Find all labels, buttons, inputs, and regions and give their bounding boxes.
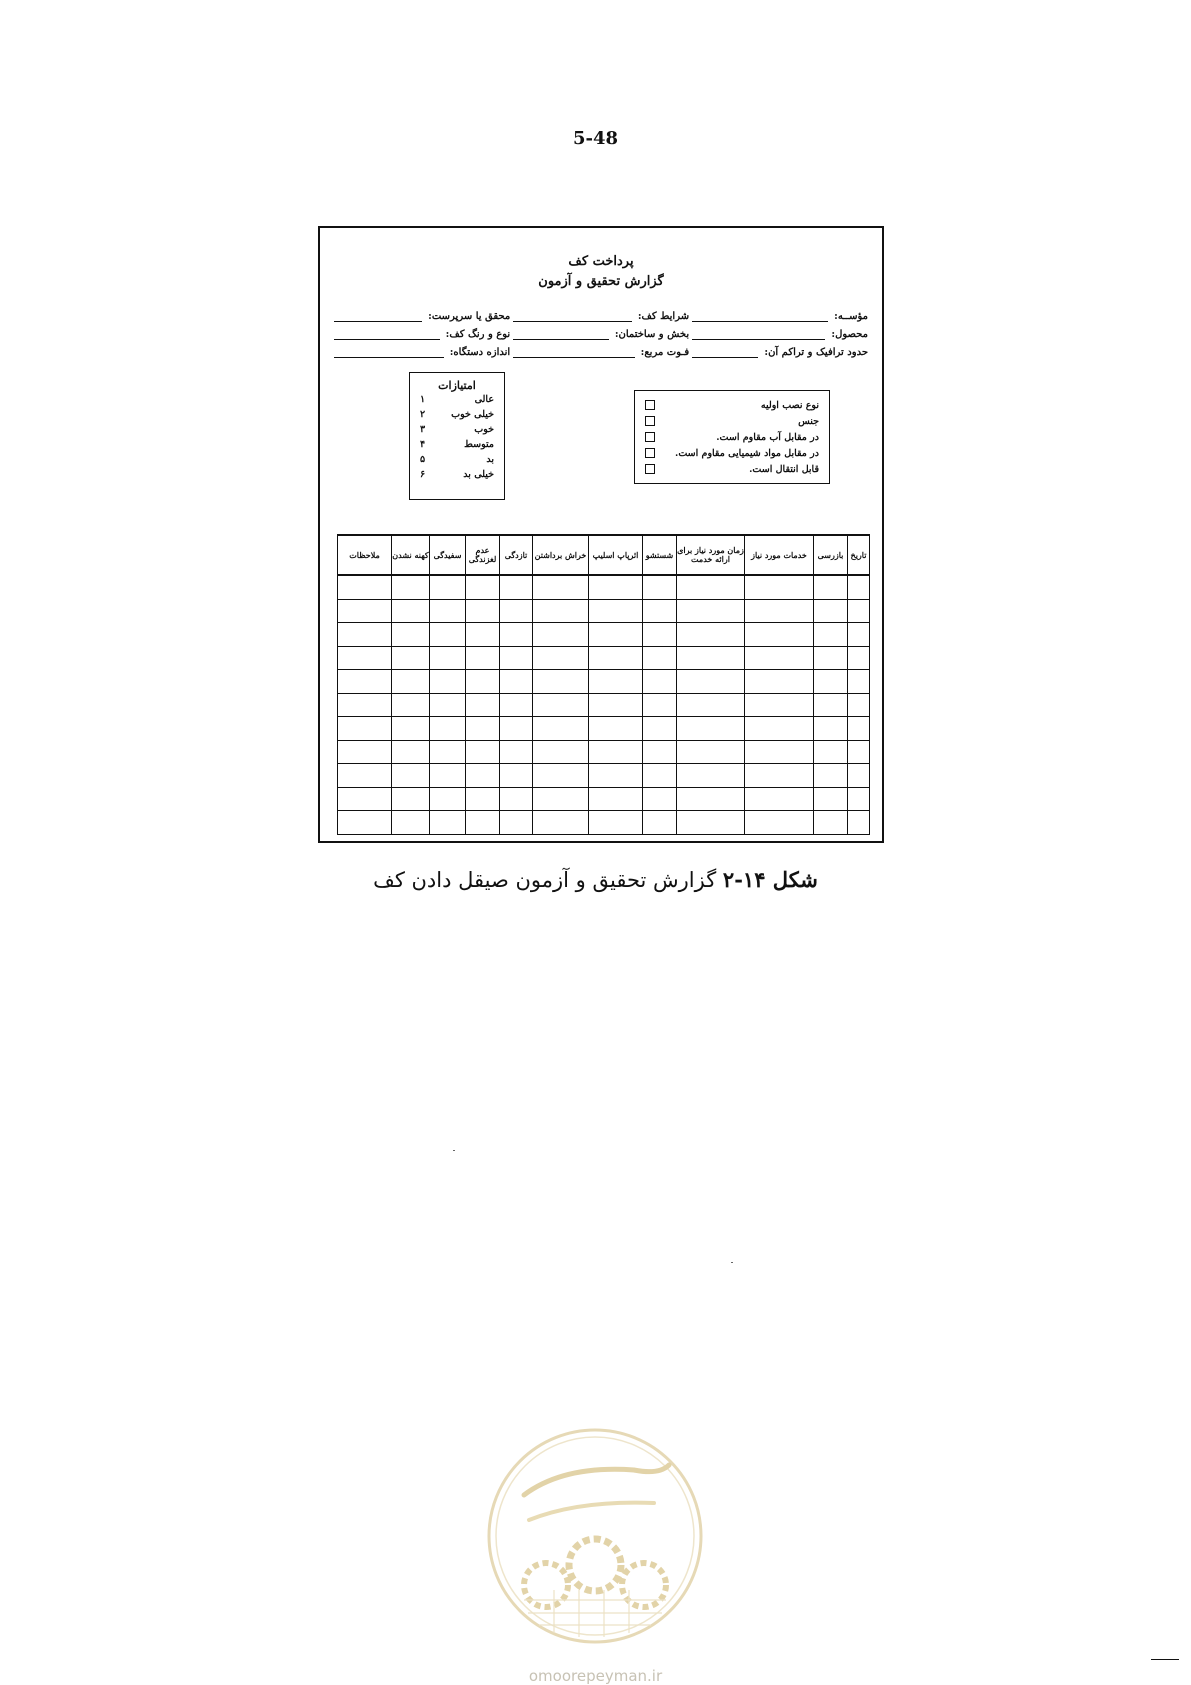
table-cell xyxy=(338,599,392,623)
table-cell xyxy=(466,575,500,599)
rating-row xyxy=(410,407,504,422)
rating-label: خوب xyxy=(474,424,494,435)
column-header: سفیدگی xyxy=(430,535,466,575)
blank-line xyxy=(692,349,759,358)
table-cell xyxy=(745,787,814,811)
option-row xyxy=(635,445,829,461)
field-label: نوع و رنگ کف: xyxy=(445,329,511,340)
column-header: کهنه نشدن xyxy=(392,535,430,575)
column-header: زمان مورد نیاز برای ارائه خدمت xyxy=(677,535,745,575)
table-cell xyxy=(338,764,392,788)
caption-text: گزارش تحقیق و آزمون صیقل دادن کف xyxy=(373,868,717,892)
table-cell xyxy=(589,811,643,835)
table-cell xyxy=(643,717,677,741)
blank-line xyxy=(513,349,635,358)
table-cell xyxy=(589,599,643,623)
table-cell xyxy=(589,717,643,741)
table-cell xyxy=(338,623,392,647)
table-cell xyxy=(392,670,430,694)
table-cell xyxy=(677,670,745,694)
table-cell xyxy=(392,787,430,811)
blank-line xyxy=(692,313,828,322)
field-label: شرایط کف: xyxy=(637,311,690,322)
table-cell xyxy=(533,717,589,741)
table-cell xyxy=(643,693,677,717)
scan-speck xyxy=(453,1150,455,1151)
table-row xyxy=(338,740,870,764)
table-cell xyxy=(466,599,500,623)
field-label: اندازه دستگاه: xyxy=(449,347,511,358)
table-cell xyxy=(500,670,533,694)
table-cell xyxy=(500,740,533,764)
field-row xyxy=(334,340,868,358)
field-label: بخش و ساختمان: xyxy=(614,329,690,340)
rating-label: متوسط xyxy=(464,439,494,450)
table-cell xyxy=(338,646,392,670)
table-cell xyxy=(466,670,500,694)
field-product xyxy=(692,329,868,340)
rating-label: عالی xyxy=(474,394,494,405)
table-cell xyxy=(677,623,745,647)
blank-line xyxy=(513,313,632,322)
table-cell xyxy=(677,740,745,764)
rating-row xyxy=(410,392,504,407)
checkbox-icon xyxy=(645,400,655,410)
corner-mark xyxy=(1151,1659,1179,1660)
table-cell xyxy=(466,811,500,835)
column-header: ملاحظات xyxy=(338,535,392,575)
table-cell xyxy=(392,646,430,670)
figure-caption xyxy=(0,867,1191,892)
table-cell xyxy=(589,623,643,647)
table-cell xyxy=(430,646,466,670)
table-cell xyxy=(430,717,466,741)
table-cell xyxy=(745,693,814,717)
table-cell xyxy=(466,646,500,670)
table-cell xyxy=(500,623,533,647)
table-cell xyxy=(338,787,392,811)
field-traffic xyxy=(692,347,868,358)
option-row xyxy=(635,461,829,477)
options-checklist xyxy=(634,390,830,484)
table-cell xyxy=(745,646,814,670)
table-cell xyxy=(814,623,848,647)
table-cell xyxy=(745,623,814,647)
table-cell xyxy=(589,740,643,764)
table-cell xyxy=(643,599,677,623)
field-section-building xyxy=(513,329,689,340)
table-cell xyxy=(500,575,533,599)
table-cell xyxy=(533,693,589,717)
table-cell xyxy=(677,646,745,670)
table-cell xyxy=(392,740,430,764)
table-cell xyxy=(466,623,500,647)
rating-score: ۲ xyxy=(420,409,426,420)
table-row xyxy=(338,764,870,788)
table-cell xyxy=(466,764,500,788)
rating-label: بد xyxy=(486,454,494,465)
table-row xyxy=(338,670,870,694)
table-cell xyxy=(589,764,643,788)
table-row xyxy=(338,623,870,647)
table-cell xyxy=(466,693,500,717)
table-cell xyxy=(643,764,677,788)
table-row xyxy=(338,717,870,741)
table-cell xyxy=(677,717,745,741)
field-machine-size xyxy=(334,347,510,358)
table-cell xyxy=(643,670,677,694)
form-subtitle: گزارش تحقیق و آزمون xyxy=(538,274,664,289)
ratings-title: امتیازات xyxy=(438,379,476,392)
table-row xyxy=(338,787,870,811)
option-row xyxy=(635,429,829,445)
rating-row xyxy=(410,467,504,482)
table-cell xyxy=(392,623,430,647)
table-row xyxy=(338,646,870,670)
table-header-row xyxy=(338,535,870,575)
rating-score: ۴ xyxy=(420,439,426,450)
table-cell xyxy=(466,787,500,811)
table-cell xyxy=(814,575,848,599)
table-cell xyxy=(745,575,814,599)
table-cell xyxy=(677,764,745,788)
table-cell xyxy=(643,575,677,599)
table-cell xyxy=(430,670,466,694)
table-cell xyxy=(814,740,848,764)
table-cell xyxy=(745,670,814,694)
table-cell xyxy=(466,717,500,741)
table-cell xyxy=(533,646,589,670)
blank-line xyxy=(513,331,609,340)
table-cell xyxy=(500,787,533,811)
table-cell xyxy=(848,693,870,717)
watermark-site: omoorepeyman.ir xyxy=(528,1667,663,1685)
blank-line xyxy=(334,331,440,340)
table-cell xyxy=(533,740,589,764)
table-cell xyxy=(677,575,745,599)
table-cell xyxy=(589,693,643,717)
field-label: محصول: xyxy=(831,329,868,340)
field-researcher xyxy=(334,311,510,322)
table-cell xyxy=(466,740,500,764)
ratings-legend xyxy=(409,372,505,500)
table-cell xyxy=(338,740,392,764)
table-cell xyxy=(533,623,589,647)
field-floor-condition xyxy=(513,311,689,322)
table-cell xyxy=(643,623,677,647)
field-row xyxy=(334,322,868,340)
field-label: حدود ترافیک و تراکم آن: xyxy=(764,347,868,358)
rating-score: ۳ xyxy=(420,424,426,435)
table-row xyxy=(338,693,870,717)
table-cell xyxy=(643,646,677,670)
table-cell xyxy=(500,646,533,670)
table-cell xyxy=(392,764,430,788)
rating-score: ۵ xyxy=(420,454,426,465)
table-cell xyxy=(745,764,814,788)
table-cell xyxy=(500,717,533,741)
table-cell xyxy=(392,811,430,835)
table-cell xyxy=(430,693,466,717)
table-cell xyxy=(848,811,870,835)
form-fields xyxy=(334,304,868,358)
blank-line xyxy=(692,331,826,340)
table-cell xyxy=(677,693,745,717)
table-cell xyxy=(814,717,848,741)
rating-label: خیلی خوب xyxy=(451,409,494,420)
table-cell xyxy=(392,717,430,741)
blank-line xyxy=(334,313,422,322)
table-cell xyxy=(500,599,533,623)
table-cell xyxy=(848,599,870,623)
table-cell xyxy=(814,670,848,694)
table-cell xyxy=(643,787,677,811)
table-cell xyxy=(338,693,392,717)
table-cell xyxy=(814,693,848,717)
table-cell xyxy=(338,670,392,694)
option-row xyxy=(635,413,829,429)
option-label: جنس xyxy=(798,415,819,427)
table-cell xyxy=(814,811,848,835)
table-cell xyxy=(589,670,643,694)
table-cell xyxy=(500,693,533,717)
column-header: تاریخ xyxy=(848,535,870,575)
table-cell xyxy=(500,811,533,835)
table-cell xyxy=(745,740,814,764)
blank-line xyxy=(334,349,444,358)
rating-label: خیلی بد xyxy=(463,469,494,480)
table-cell xyxy=(848,787,870,811)
field-row xyxy=(334,304,868,322)
scan-speck xyxy=(731,1262,733,1263)
table-row xyxy=(338,811,870,835)
column-header: عدم لغزندگی xyxy=(466,535,500,575)
table-cell xyxy=(338,811,392,835)
table-cell xyxy=(643,740,677,764)
table-cell xyxy=(430,599,466,623)
checkbox-icon xyxy=(645,448,655,458)
table-cell xyxy=(677,811,745,835)
table-cell xyxy=(533,764,589,788)
table-cell xyxy=(430,623,466,647)
option-label: قابل انتقال است. xyxy=(749,463,819,475)
column-header: خدمات مورد نیاز xyxy=(745,535,814,575)
table-cell xyxy=(392,575,430,599)
checkbox-icon xyxy=(645,432,655,442)
table-cell xyxy=(848,740,870,764)
table-cell xyxy=(745,811,814,835)
rating-row xyxy=(410,437,504,452)
form-title: پرداخت کف xyxy=(568,254,634,269)
table-cell xyxy=(848,670,870,694)
rating-row xyxy=(410,422,504,437)
page-number: 5-48 xyxy=(572,128,619,149)
watermark-logo-icon xyxy=(484,1425,706,1647)
option-label: در مقابل مواد شیمیایی مقاوم است. xyxy=(675,447,819,459)
rating-score: ۶ xyxy=(420,469,426,480)
table-cell xyxy=(848,646,870,670)
table-cell xyxy=(643,811,677,835)
field-label: فـوت مربع: xyxy=(640,347,690,358)
table-cell xyxy=(533,575,589,599)
table-cell xyxy=(848,623,870,647)
column-header: تازدگی xyxy=(500,535,533,575)
table-cell xyxy=(848,575,870,599)
table-row xyxy=(338,575,870,599)
table-cell xyxy=(814,787,848,811)
table-cell xyxy=(430,787,466,811)
table-cell xyxy=(848,717,870,741)
column-header: خراش برداشتن xyxy=(533,535,589,575)
column-header: بازرسی xyxy=(814,535,848,575)
table-row xyxy=(338,599,870,623)
column-header: اثرپاپ اسلیپ xyxy=(589,535,643,575)
option-label: نوع نصب اولیه xyxy=(760,399,819,411)
table-cell xyxy=(392,599,430,623)
table-cell xyxy=(589,787,643,811)
checkbox-icon xyxy=(645,464,655,474)
table-cell xyxy=(677,599,745,623)
table-cell xyxy=(533,599,589,623)
table-cell xyxy=(430,811,466,835)
field-floor-type-color xyxy=(334,329,510,340)
table-cell xyxy=(589,575,643,599)
field-institution xyxy=(692,311,868,322)
table-cell xyxy=(500,764,533,788)
table-cell xyxy=(848,764,870,788)
field-label: مؤســه: xyxy=(834,311,868,322)
table-cell xyxy=(533,811,589,835)
table-cell xyxy=(430,740,466,764)
table-cell xyxy=(814,599,848,623)
option-label: در مقابل آب مقاوم است. xyxy=(716,431,819,443)
table-cell xyxy=(533,787,589,811)
table-cell xyxy=(392,693,430,717)
table-cell xyxy=(430,764,466,788)
rating-row xyxy=(410,452,504,467)
table-cell xyxy=(745,599,814,623)
report-form xyxy=(318,226,884,843)
table-cell xyxy=(814,764,848,788)
table-cell xyxy=(745,717,814,741)
caption-number: شکل ۱۴-۲ xyxy=(722,867,818,892)
table-cell xyxy=(430,575,466,599)
table-cell xyxy=(814,646,848,670)
table-cell xyxy=(338,575,392,599)
field-square-feet xyxy=(513,347,689,358)
option-row xyxy=(635,397,829,413)
column-header: شستشو xyxy=(643,535,677,575)
checkbox-icon xyxy=(645,416,655,426)
table-cell xyxy=(589,646,643,670)
rating-score: ۱ xyxy=(420,394,426,405)
table-cell xyxy=(338,717,392,741)
inspection-table xyxy=(337,534,870,835)
field-label: محقق یا سرپرست: xyxy=(428,311,511,322)
table-cell xyxy=(533,670,589,694)
table-cell xyxy=(677,787,745,811)
